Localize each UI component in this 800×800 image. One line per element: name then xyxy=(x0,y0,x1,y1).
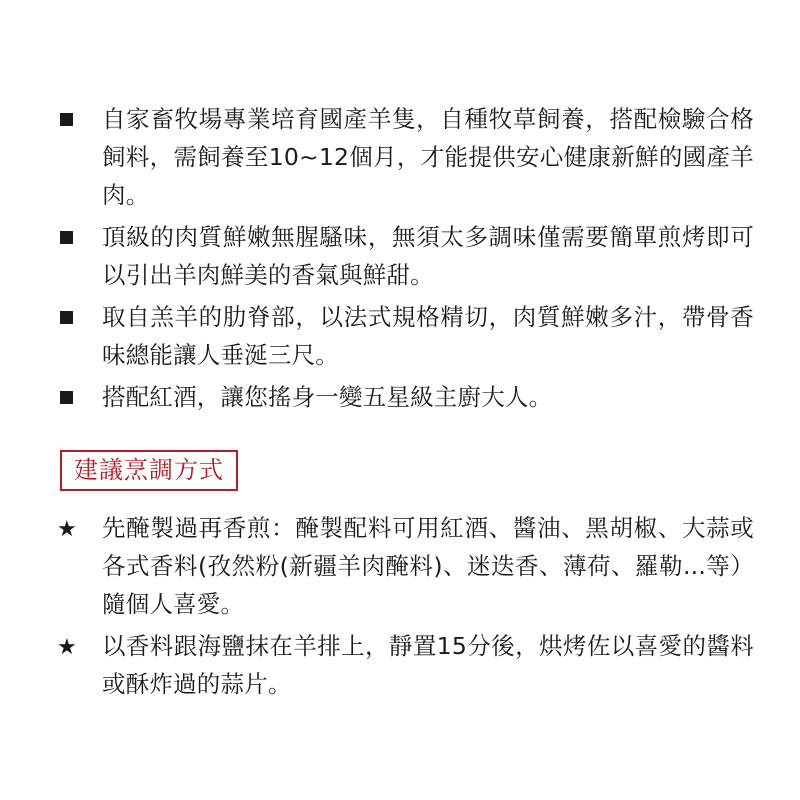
star-bullet-icon: ★ xyxy=(57,635,77,661)
list-item xyxy=(46,509,754,623)
feature-text: 搭配紅酒，讓您搖身一變五星級主廚大人。 xyxy=(102,383,553,411)
square-bullet-icon xyxy=(46,378,102,408)
list-item xyxy=(46,378,754,416)
square-bullet-icon xyxy=(46,100,102,130)
feature-list xyxy=(46,100,754,416)
method-text: 以香料跟海鹽抹在羊排上，靜置15分後，烘烤佐以喜愛的醬料或酥炸過的蒜片。 xyxy=(102,632,754,699)
list-item xyxy=(46,218,754,294)
cooking-method-list xyxy=(46,509,754,703)
feature-text: 自家畜牧場專業培育國產羊隻，自種牧草飼養，搭配檢驗合格飼料，需飼養至10~12個月，才能提供安心健康新鮮的國產羊肉。 xyxy=(102,105,754,209)
list-item xyxy=(46,627,754,703)
method-text: 先醃製過再香煎：醃製配料可用紅酒、醬油、黑胡椒、大蒜或各式香料(孜然粉(新疆羊肉醃料)、迷迭香、薄荷、羅勒...等）隨個人喜愛。 xyxy=(102,514,754,619)
star-bullet-icon: ★ xyxy=(57,517,77,543)
list-item xyxy=(46,100,754,214)
feature-text: 取自羔羊的肋脊部，以法式規格精切，肉質鮮嫩多汁，帶骨香味總能讓人垂涎三尺。 xyxy=(102,303,754,369)
list-item xyxy=(46,298,754,374)
feature-text: 頂級的肉質鮮嫩無腥騷味，無須太多調味僅需要簡單煎烤即可以引出羊肉鮮美的香氣與鮮甜。 xyxy=(102,223,754,289)
section-title-cooking-method: 建議烹調方式 xyxy=(60,450,238,491)
square-bullet-icon xyxy=(46,298,102,328)
square-bullet-icon xyxy=(46,218,102,248)
